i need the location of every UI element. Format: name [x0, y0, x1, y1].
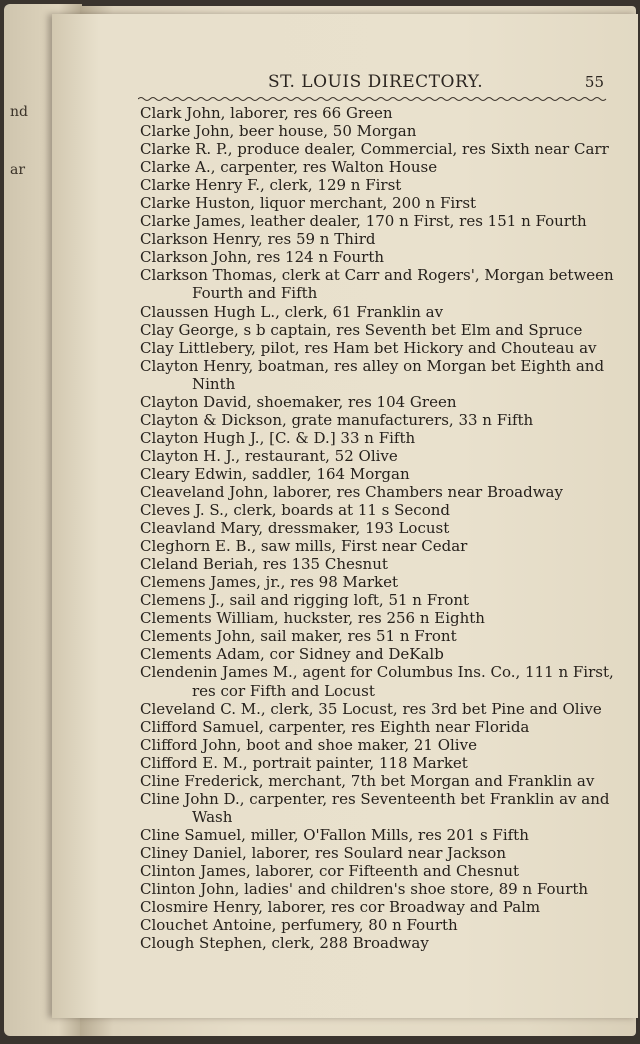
directory-entry [140, 736, 620, 754]
entry-text: Clarke Huston, liquor merchant, 200 n First [140, 194, 477, 213]
entry-text: Claussen Hugh L., clerk, 61 Franklin av [140, 302, 444, 321]
directory-entry [140, 104, 620, 122]
entry-text: Cleghorn E. B., saw mills, First near Cedar [140, 537, 468, 556]
entry-text: Clarke John, beer house, 50 Morgan [140, 122, 417, 141]
entry-text: Cline Frederick, merchant, 7th bet Morgan and Franklin av [140, 771, 595, 790]
directory-entry [140, 916, 620, 934]
directory-entry [140, 862, 620, 880]
directory-entry [140, 573, 620, 591]
entry-text: Clay Littlebery, pilot, res Ham bet Hickory and Chouteau av [140, 338, 597, 357]
directory-entry [140, 176, 620, 194]
entry-text: Clarkson Thomas, clerk at Carr and Rogers', Morgan between [140, 266, 614, 285]
directory-entry [140, 790, 620, 826]
running-header [138, 72, 608, 94]
directory-entry [140, 122, 620, 140]
entry-text: Clinton James, laborer, cor Fifteenth and Chesnut [140, 861, 520, 880]
entry-text: Clarkson John, res 124 n Fourth [140, 248, 385, 267]
directory-entry [140, 880, 620, 898]
directory-entry [140, 772, 620, 790]
directory-entries [140, 104, 620, 952]
entry-text: Clayton H. J., restaurant, 52 Olive [140, 446, 398, 465]
entry-text: Clayton David, shoemaker, res 104 Green [140, 392, 457, 411]
entry-continuation: Wash [192, 807, 233, 826]
directory-entry [140, 411, 620, 429]
entry-text: Cliney Daniel, laborer, res Soulard near Jackson [140, 843, 506, 862]
entry-text: Cleland Beriah, res 135 Chesnut [140, 555, 388, 574]
directory-entry [140, 700, 620, 718]
directory-entry [140, 393, 620, 411]
directory-entry [140, 248, 620, 266]
directory-entry [140, 555, 620, 573]
directory-entry [140, 447, 620, 465]
entry-text: Clements Adam, cor Sidney and DeKalb [140, 645, 444, 664]
directory-entry [140, 826, 620, 844]
entry-text: Clarke A., carpenter, res Walton House [140, 158, 438, 177]
entry-text: Clifford E. M., portrait painter, 118 Market [140, 753, 468, 772]
entry-text: Cline Samuel, miller, O'Fallon Mills, res 201 s Fifth [140, 825, 529, 844]
entry-text: Clarkson Henry, res 59 n Third [140, 230, 376, 249]
entry-text: Clarke James, leather dealer, 170 n First, res 151 n Fourth [140, 212, 587, 231]
directory-entry [140, 357, 620, 393]
directory-entry [140, 844, 620, 862]
entry-text: Clayton Hugh J., [C. & D.] 33 n Fifth [140, 428, 416, 447]
directory-entry [140, 429, 620, 447]
directory-entry [140, 898, 620, 916]
directory-entry [140, 303, 620, 321]
directory-entry [140, 501, 620, 519]
entry-text: Clayton & Dickson, grate manufacturers, 33 n Fifth [140, 410, 534, 429]
left-page-fragment: nd [10, 104, 28, 120]
directory-entry [140, 645, 620, 663]
directory-entry [140, 609, 620, 627]
entry-text: Cleveland C. M., clerk, 35 Locust, res 3rd bet Pine and Olive [140, 699, 602, 718]
entry-text: Clayton Henry, boatman, res alley on Morgan bet Eighth and [140, 356, 605, 375]
directory-entry [140, 483, 620, 501]
entry-text: Closmire Henry, laborer, res cor Broadway and Palm [140, 898, 541, 917]
entry-continuation: Ninth [192, 374, 236, 393]
directory-entry [140, 321, 620, 339]
directory-entry [140, 718, 620, 736]
entry-text: Clements John, sail maker, res 51 n Front [140, 627, 457, 646]
entry-text: Cline John D., carpenter, res Seventeenth bet Franklin av and [140, 789, 610, 808]
entry-text: Clarke Henry F., clerk, 129 n First [140, 176, 402, 195]
entry-text: Cleary Edwin, saddler, 164 Morgan [140, 464, 410, 483]
directory-entry [140, 754, 620, 772]
entry-text: Clemens J., sail and rigging loft, 51 n Front [140, 591, 470, 610]
entry-text: Clark John, laborer, res 66 Green [140, 104, 393, 122]
directory-entry [140, 663, 620, 699]
entry-text: Clough Stephen, clerk, 288 Broadway [140, 934, 429, 953]
directory-entry [140, 140, 620, 158]
wavy-header-rule [138, 96, 608, 102]
entry-text: Cleaveland John, laborer, res Chambers near Broadway [140, 482, 563, 501]
entry-text: Clendenin James M., agent for Columbus Ins. Co., 111 n First, [140, 663, 614, 682]
page-number: 55 [584, 73, 604, 91]
entry-text: Cleves J. S., clerk, boards at 11 s Second [140, 501, 450, 520]
directory-entry [140, 266, 620, 302]
directory-entry [140, 465, 620, 483]
directory-entry [140, 230, 620, 248]
entry-text: Clifford Samuel, carpenter, res Eighth near Florida [140, 717, 530, 736]
running-title: ST. LOUIS DIRECTORY. [268, 72, 484, 92]
entry-continuation: res cor Fifth and Locust [192, 681, 375, 700]
entry-text: Cleavland Mary, dressmaker, 193 Locust [140, 519, 450, 538]
entry-text: Clarke R. P., produce dealer, Commercial, res Sixth near Carr [140, 140, 609, 159]
directory-entry [140, 591, 620, 609]
directory-entry [140, 934, 620, 952]
directory-entry [140, 537, 620, 555]
directory-entry [140, 194, 620, 212]
entry-text: Clouchet Antoine, perfumery, 80 n Fourth [140, 916, 458, 935]
left-page-fragment: ar [10, 162, 26, 178]
directory-entry [140, 339, 620, 357]
entry-text: Clay George, s b captain, res Seventh bet Elm and Spruce [140, 320, 583, 339]
entry-text: Clements William, huckster, res 256 n Eighth [140, 609, 485, 628]
entry-text: Clinton John, ladies' and children's shoe store, 89 n Fourth [140, 880, 589, 899]
entry-text: Clifford John, boot and shoe maker, 21 Olive [140, 735, 477, 754]
directory-entry [140, 627, 620, 645]
directory-entry [140, 519, 620, 537]
entry-text: Clemens James, jr., res 98 Market [140, 573, 398, 592]
entry-continuation: Fourth and Fifth [192, 284, 318, 303]
directory-entry [140, 212, 620, 230]
directory-entry [140, 158, 620, 176]
